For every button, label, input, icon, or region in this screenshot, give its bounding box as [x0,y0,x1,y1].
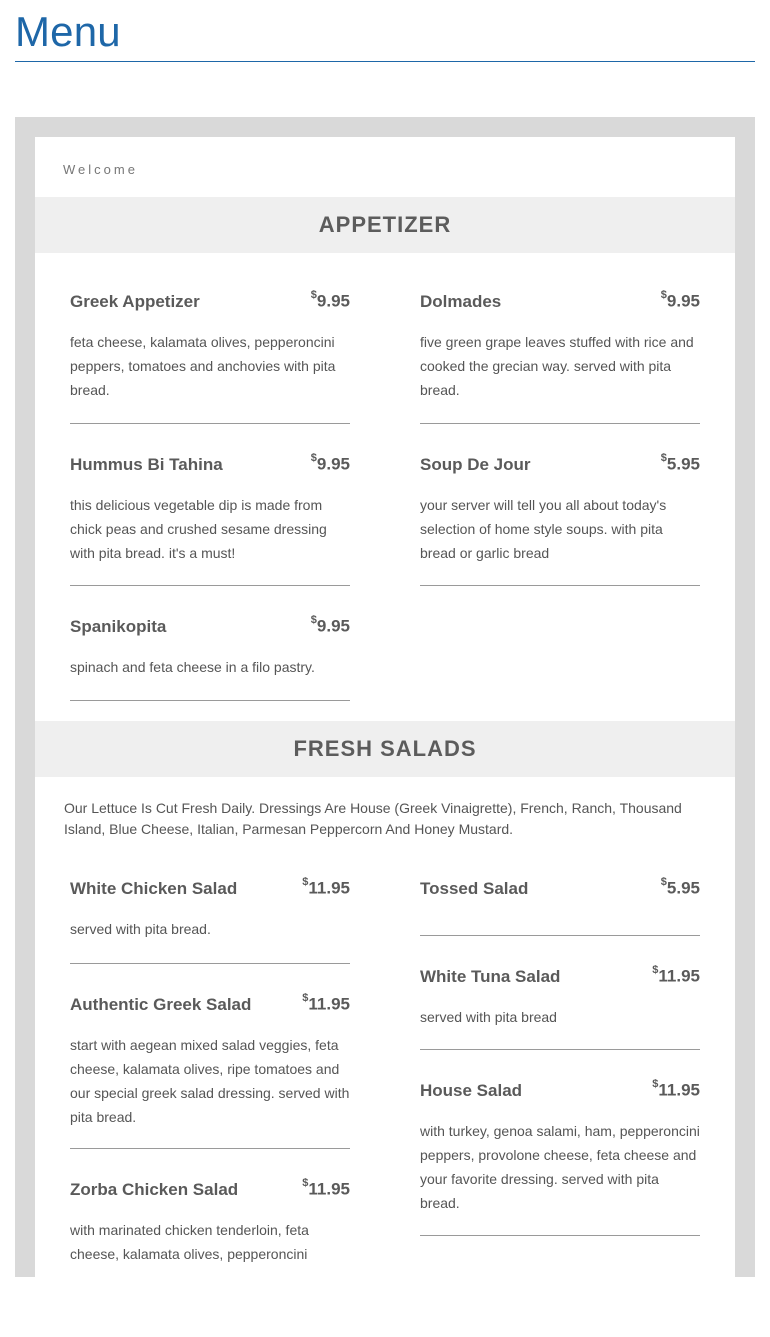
menu-item [70,586,350,701]
item-description: five green grape leaves stuffed with rice and cooked the grecian way. served with pita bread. [420,333,694,398]
currency-symbol: $ [310,614,317,626]
menu-item [420,936,700,1050]
section-fresh-salads [35,777,735,1337]
item-description: this delicious vegetable dip is made from chick peas and crushed sesame dressing with pita bread. it's a must! [70,496,327,561]
clipped-heading: Welcome [63,162,138,177]
item-price: $11.95 [302,1177,350,1199]
item-name: Spanikopita [70,616,167,636]
item-description: your server will tell you all about today's selection of home style soups. with pita bread or garlic bread [420,496,667,561]
item-name: Authentic Greek Salad [70,994,252,1014]
currency-symbol: $ [652,964,659,976]
menu-item [420,1050,700,1236]
item-price: $9.95 [310,289,350,311]
item-description: spinach and feta cheese in a filo pastry. [70,658,315,675]
currency-symbol: $ [310,289,317,301]
item-description: start with aegean mixed salad veggies, feta cheese, kalamata olives, ripe tomatoes and our special greek salad dressing. served with pita bread. [70,1036,350,1125]
item-description: with turkey, genoa salami, ham, pepperoncini peppers, provolone cheese, feta cheese and your favorite dressing. served with pita bread. [420,1122,700,1211]
item-price: $5.95 [660,876,700,898]
menu-item [70,840,350,964]
currency-symbol: $ [302,1177,309,1189]
section-band-fresh-salads: FRESH SALADS [35,721,735,777]
item-price: $11.95 [302,876,350,898]
item-description: served with pita bread. [70,920,211,937]
item-name: White Tuna Salad [420,966,561,986]
currency-symbol: $ [302,992,309,1004]
currency-symbol: $ [660,289,667,301]
item-name: Zorba Chicken Salad [70,1179,239,1199]
section-note: Our Lettuce Is Cut Fresh Daily. Dressings Are House (Greek Vinaigrette), French, Ranch, Thousand Island, Blue Cheese, Italian, Parmesan Peppercorn And Honey Mustard. [64,800,682,837]
item-description: served with pita bread [420,1008,557,1025]
page-header [15,0,755,62]
menu-column-right [420,253,700,586]
menu-frame [15,117,755,1277]
item-description: feta cheese, kalamata olives, pepperoncini peppers, tomatoes and anchovies with pita bread. [70,333,336,398]
page-title: Menu [15,0,755,62]
item-name: White Chicken Salad [70,878,238,898]
menu-card [35,137,735,1297]
item-price: $11.95 [652,1078,700,1100]
item-name: Hummus Bi Tahina [70,454,223,474]
item-price: $11.95 [302,992,350,1014]
item-price: $9.95 [310,614,350,636]
currency-symbol: $ [652,1078,659,1090]
currency-symbol: $ [660,876,667,888]
currency-symbol: $ [310,452,317,464]
item-price: $9.95 [660,289,700,311]
menu-item [70,253,350,424]
menu-item [70,1149,350,1289]
menu-card-top [35,137,735,197]
item-price: $9.95 [310,452,350,474]
section-band-appetizer: APPETIZER [35,197,735,253]
item-description: with marinated chicken tenderloin, feta cheese, kalamata olives, pepperoncini [70,1221,309,1262]
item-price: $11.95 [652,964,700,986]
menu-item [70,964,350,1149]
currency-symbol: $ [660,452,667,464]
item-name: Greek Appetizer [70,291,200,311]
menu-item [420,840,700,936]
currency-symbol: $ [302,876,309,888]
menu-column-right [420,840,700,1236]
item-name: Dolmades [420,291,502,311]
menu-item [420,424,700,586]
section-appetizer [35,253,735,721]
menu-column-left [70,840,350,1289]
item-name: Soup De Jour [420,454,531,474]
item-name: Tossed Salad [420,878,529,898]
menu-item [420,253,700,424]
menu-column-left [70,253,350,701]
item-price: $5.95 [660,452,700,474]
item-name: House Salad [420,1080,523,1100]
menu-item [70,424,350,586]
